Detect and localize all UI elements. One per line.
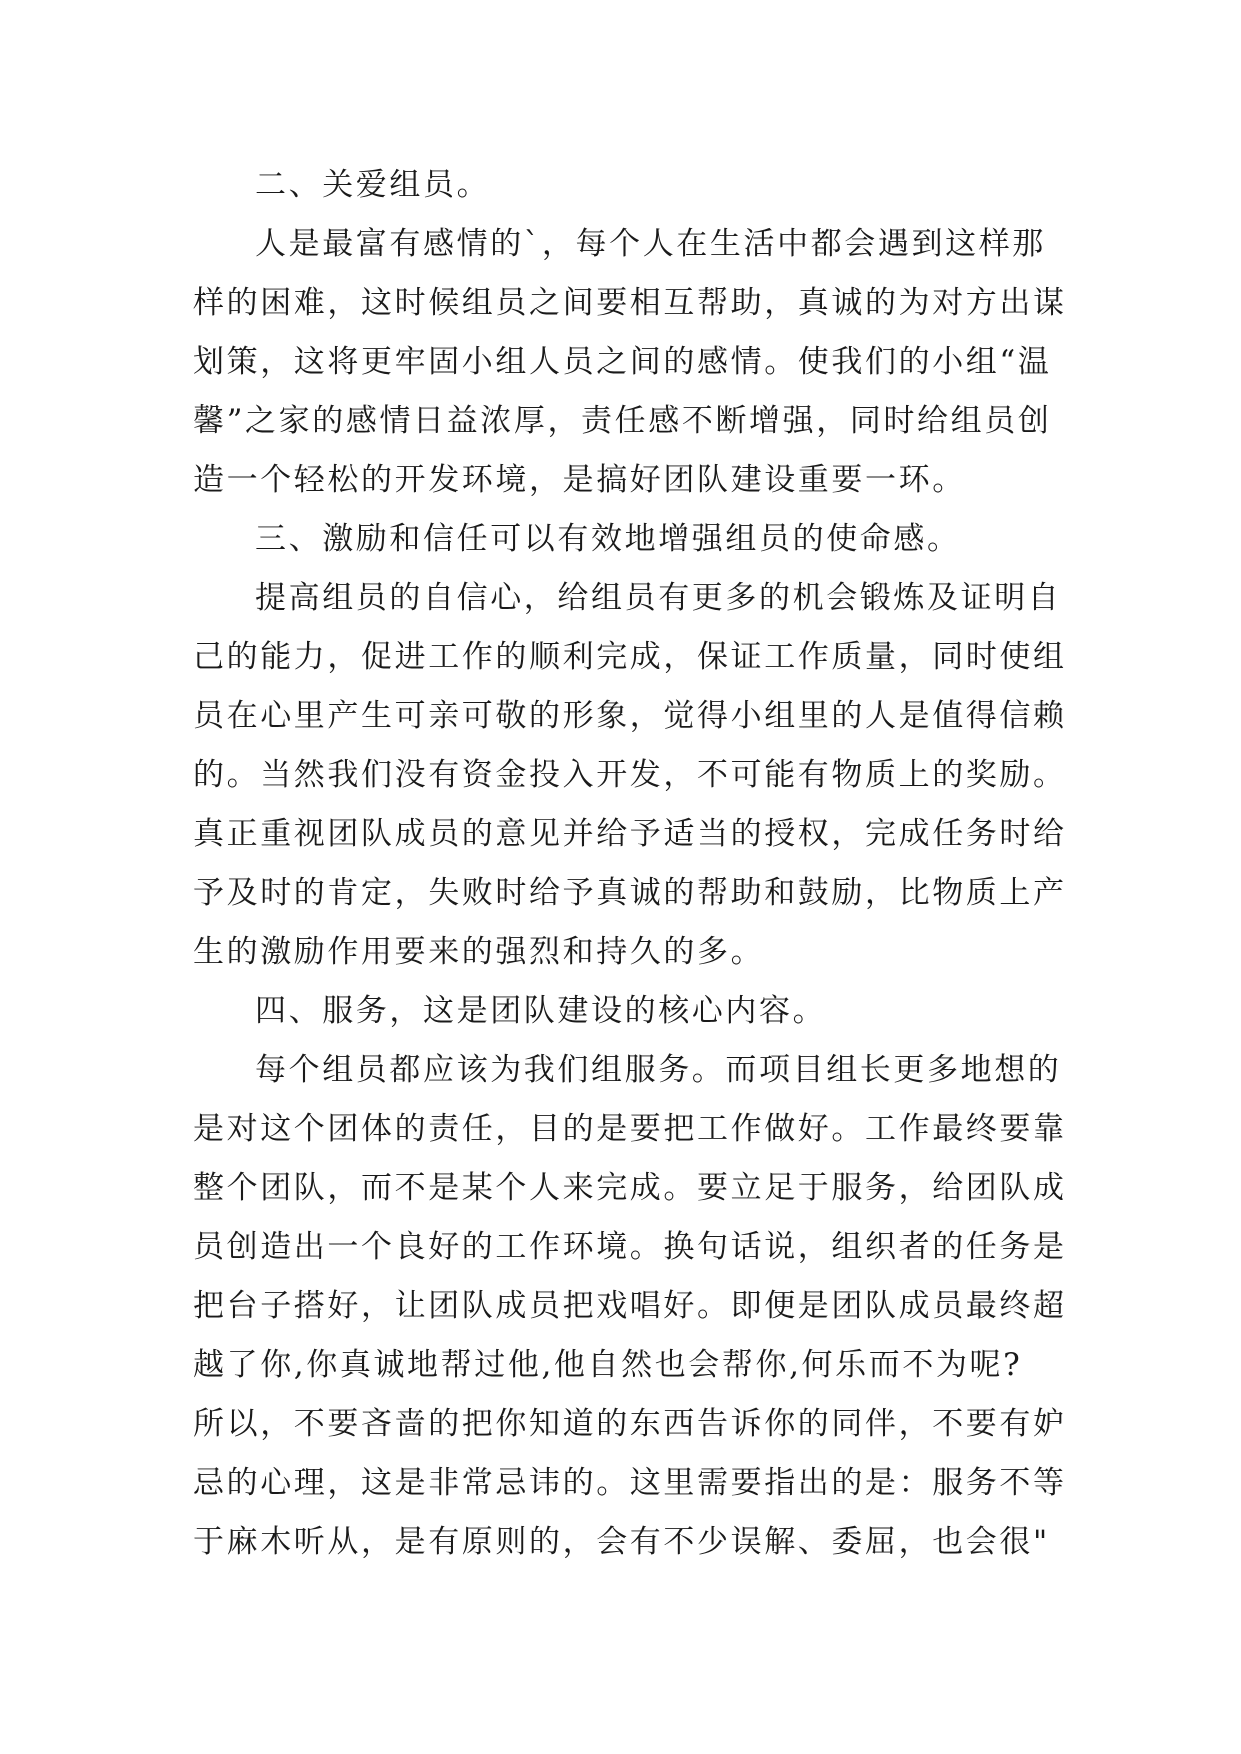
paragraph-first-line: 提高组员的自信心，给组员有更多的机会锻炼及证明自 [255,580,1062,616]
paragraph-line: 划策，这将更牢固小组人员之间的感情。使我们的小组“温 [193,344,1052,380]
paragraph-line: 予及时的肯定，失败时给予真诚的帮助和鼓励，比物质上产 [193,875,1067,911]
paragraph-line: 馨”之家的感情日益浓厚，责任感不断增强，同时给组员创 [193,403,1052,439]
paragraph-first-line: 人是最富有感情的`，每个人在生活中都会遇到这样那 [255,226,1046,262]
document-body [193,156,1067,1572]
paragraph-line: 把台子搭好，让团队成员把戏唱好。即便是团队成员最终超 [193,1288,1067,1324]
paragraph-line: 整个团队，而不是某个人来完成。要立足于服务，给团队成 [193,1170,1067,1206]
paragraph-line: 的。当然我们没有资金投入开发，不可能有物质上的奖励。 [193,757,1067,793]
paragraph-line: 越了你,你真诚地帮过他,他自然也会帮你,何乐而不为呢? [193,1347,1023,1383]
paragraph-first-line: 二、关爱组员。 [255,167,491,203]
paragraph-line: 造一个轻松的开发环境，是搞好团队建设重要一环。 [193,462,966,498]
paragraph-line: 忌的心理，这是非常忌讳的。这里需要指出的是：服务不等 [193,1465,1067,1501]
paragraph-first-line: 每个组员都应该为我们组服务。而项目组长更多地想的 [255,1052,1062,1088]
paragraph-line: 己的能力，促进工作的顺利完成，保证工作质量，同时使组 [193,639,1067,675]
paragraph-line: 员创造出一个良好的工作环境。换句话说，组织者的任务是 [193,1229,1067,1265]
paragraph-line: 真正重视团队成员的意见并给予适当的授权，完成任务时给 [193,816,1067,852]
paragraph-line: 生的激励作用要来的强烈和持久的多。 [193,934,765,970]
paragraph-first-line: 三、激励和信任可以有效地增强组员的使命感。 [255,521,961,557]
paragraph-line: 所以，不要吝啬的把你知道的东西告诉你的同伴，不要有妒 [193,1406,1067,1442]
paragraph-line: 是对这个团体的责任，目的是要把工作做好。工作最终要靠 [193,1111,1067,1147]
paragraph-line: 样的困难，这时候组员之间要相互帮助，真诚的为对方出谋 [193,285,1067,321]
paragraph-line: 员在心里产生可亲可敬的形象，觉得小组里的人是值得信赖 [193,698,1067,734]
paragraph-first-line: 四、服务，这是团队建设的核心内容。 [255,993,827,1029]
paragraph-line: 于麻木听从，是有原则的，会有不少误解、委屈，也会很" [193,1524,1050,1560]
